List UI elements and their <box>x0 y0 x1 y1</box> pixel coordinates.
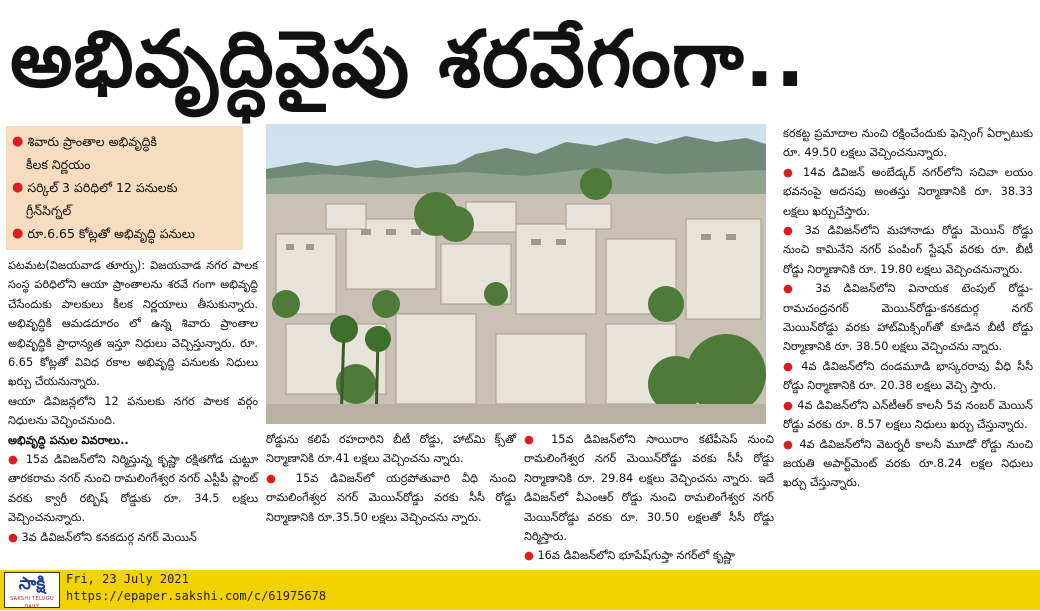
work-item: ● 3వ డివిజన్‌లోని వినాయక టెంపుల్ రోడ్డు-రామచంద్రనగర్ మెయిన్‌రోడ్డు-కనకదుర్గ నగర్ మెయిన్‌రోడ్డు వరకు హాట్‌మిక్సింగ్‌తో కూడిన బీటీ రోడ్డు నిర్మాణానికి రూ. 38.50 లక్షలు వెచ్చించను న్నారు. <box>783 282 1034 354</box>
highlight-text: శివారు ప్రాంతాల అభివృద్ధికి <box>27 134 157 149</box>
highlight-item <box>12 130 237 153</box>
bullet-icon: ● <box>783 437 800 451</box>
work-item: ● 4వ డివిజన్‌లోని వెటర్నరీ కాలనీ మూడో రోడ్డు నుంచి జయతి అపార్ట్‌మెంట్ వరకు రూ.8.24 లక్షల నిధులు ఖర్చు చేస్తున్నారు. <box>783 437 1033 490</box>
photo-illustration <box>266 124 766 424</box>
article-column-4 <box>783 124 1033 493</box>
epaper-link[interactable]: https://epaper.sakshi.com/c/61975678 <box>66 589 327 603</box>
work-item: ● 14వ డివిజన్ అంబేడ్కర్ నగర్‌లోని సచివా లయం భవనంపై అదనపు అంతస్తు నిర్మాణానికి రూ. 38.33 లక్షలు ఖర్చుచేస్తారు. <box>783 165 1033 218</box>
highlight-item <box>12 176 237 199</box>
article-intro: పటమట(విజయవాడ తూర్పు): విజయవాడ నగర పాలక సంస్థ పరిధిలోని ఆయా ప్రాంతాలను శరవే గంగా అభివృద్ధి చేసేందుకు పాలకులు కీలక నిర్ణయాలు తీసుకున్నారు. అభివృద్ధికి ఆమడదూరం లో ఉన్న శివారు ప్రాంతాల అభివృద్ధికి ప్రాధాన్యత ఇస్తూ నిధులు వెచ్చిస్తున్నారు. రూ. 6.65 కోట్లతో వివిధ రకాల అభివృద్ధి పనులకు నిధులు ఖర్చు చేయనున్నారు. <box>8 259 258 389</box>
work-item: ● 15వ డివిజన్‌లో యర్రపోతువారి వీధి నుంచి రామలింగేశ్వర నగర్ మెయిన్‌రోడ్డు వరకు సీసీ రోడ్డు నిర్మాణానికి రూ.35.50 లక్షలు వెచ్చించను న్నారు. <box>266 471 517 524</box>
headline-text: అభివృద్ధివైపు శరవేగంగా.. <box>10 15 806 105</box>
bullet-icon: ● <box>783 282 816 296</box>
bullet-icon: ● <box>12 134 24 149</box>
article-paragraph: కరకట్ట ప్రమాదాల నుంచి రక్షించేందుకు ఫెన్సింగ్ ఏర్పాటుకు రూ. 49.50 లక్షలు వెచ్చించనున్నారు. <box>783 127 1033 160</box>
work-item: ● 15వ డివిజన్‌లోని నిర్మిస్తున్న కృష్ణా రక్షితగోడ చుట్టూ తారకరామ నగర్ నుంచి రామలింగేశ్వర నగర్ ఎస్టీపీ ప్లాంట్ వరకు క్వారీ రబ్బిష్ రోడ్డుకు రూ. 34.5 లక్షలు వెచ్చించనున్నారు. <box>8 453 258 525</box>
bullet-icon: ● <box>783 165 803 179</box>
work-item: ● 15వ డివిజన్‌లోని సాయిరాం కటేపీసెస్ నుంచి రామలింగేశ్వర నగర్ మెయిన్‌రోడ్డు వరకు సీసీ రోడ్డు నిర్మాణానికి రూ. 29.84 లక్షలు వెచ్చించను న్నారు. ఇదే డివిజన్‌లో వీఎంఆర్ రోడ్డు నుంచి రామలింగేశ్వర నగర్ మెయిన్‌రోడ్డు వరకు రూ. 30.50 లక్షలతో సీసీ రోడ్డు నిర్మిస్తారు. <box>524 433 774 544</box>
footer-bar <box>0 570 1040 610</box>
publish-date: Fri, 23 July 2021 <box>66 572 189 586</box>
bullet-icon: ● <box>12 180 24 195</box>
bullet-icon: ● <box>8 530 22 544</box>
highlight-text: సర్కిల్ 3 పరిధిలో 12 పనులకు <box>27 180 178 195</box>
work-item: ● 16వ డివిజన్‌లోని భూపేష్‌గుప్తా నగర్‌లో కృష్ణా <box>524 549 735 563</box>
highlight-item <box>12 222 237 245</box>
bullet-icon: ● <box>524 433 552 446</box>
highlight-text: గ్రీన్‌సిగ్నల్ <box>26 203 72 218</box>
city-skyline-photo <box>266 124 766 424</box>
logo-text: సాక్షి <box>18 574 46 594</box>
bullet-icon: ● <box>266 471 296 485</box>
article-column-2 <box>266 430 516 527</box>
highlight-text: రూ.6.65 కోట్లతో అభివృద్ధి పనులు <box>27 226 195 241</box>
highlight-text: కీలక నిర్ణయం <box>26 157 91 172</box>
section-subhead: అభివృద్ధి పనుల వివరాలు.. <box>8 433 129 447</box>
logo-subtitle: SAKSHI TELUGU DAILY <box>10 596 54 610</box>
bullet-icon: ● <box>12 226 24 241</box>
sakshi-logo[interactable] <box>4 572 60 608</box>
bullet-icon: ● <box>783 359 802 373</box>
article-column-1 <box>8 256 258 547</box>
bullet-icon: ● <box>783 398 798 412</box>
headline <box>0 0 1040 120</box>
work-item: ● 4వ డివిజన్‌లోని దండమూడి భాస్కరరావు వీధి సీసీ రోడ్డు నిర్మాణానికి రూ. 20.38 లక్షలు వెచ్చి స్తారు. <box>783 359 1034 393</box>
article-column-3 <box>524 430 774 566</box>
work-item: ● 4వ డివిజన్‌లోని ఎన్‌టీఆర్ కాలనీ 5వ నంబర్ మెయిన్ రోడ్డు వరకు రూ. 8.57 లక్షలు నిధులు ఖర్చు చేస్తున్నారు. <box>783 398 1033 432</box>
work-item: ● 3వ డివిజన్‌లోని కనకదుర్గ నగర్ మెయిన్ <box>8 530 197 544</box>
work-item: ● 3వ డివిజన్‌లోని మహానాడు రోడ్డు మెయిన్ రోడ్డు నుంచి కామినేని నగర్ పంపింగ్ స్టేషన్ వరకు రూ. బీటీ రోడ్డు నిర్మాణానికి రూ. 19.80 లక్షలు వెచ్చించనున్నారు. <box>783 224 1033 276</box>
article-paragraph: రోడ్డును కలిపే రహదారిని బీటీ రోడ్డు, హాట్‌మి క్స్‌తో నిర్మాణానికి రూ.41 లక్షలు వెచ్చించను న్నారు. <box>266 433 516 466</box>
highlights-box <box>6 126 243 250</box>
bullet-icon: ● <box>524 549 538 563</box>
article-paragraph: ఆయా డివిజన్లలోని 12 పనులకు నగర పాలక వర్గం నిధులను వెచ్చించనుంది. <box>8 394 258 428</box>
bullet-icon: ● <box>8 453 26 467</box>
bullet-icon: ● <box>783 224 805 238</box>
